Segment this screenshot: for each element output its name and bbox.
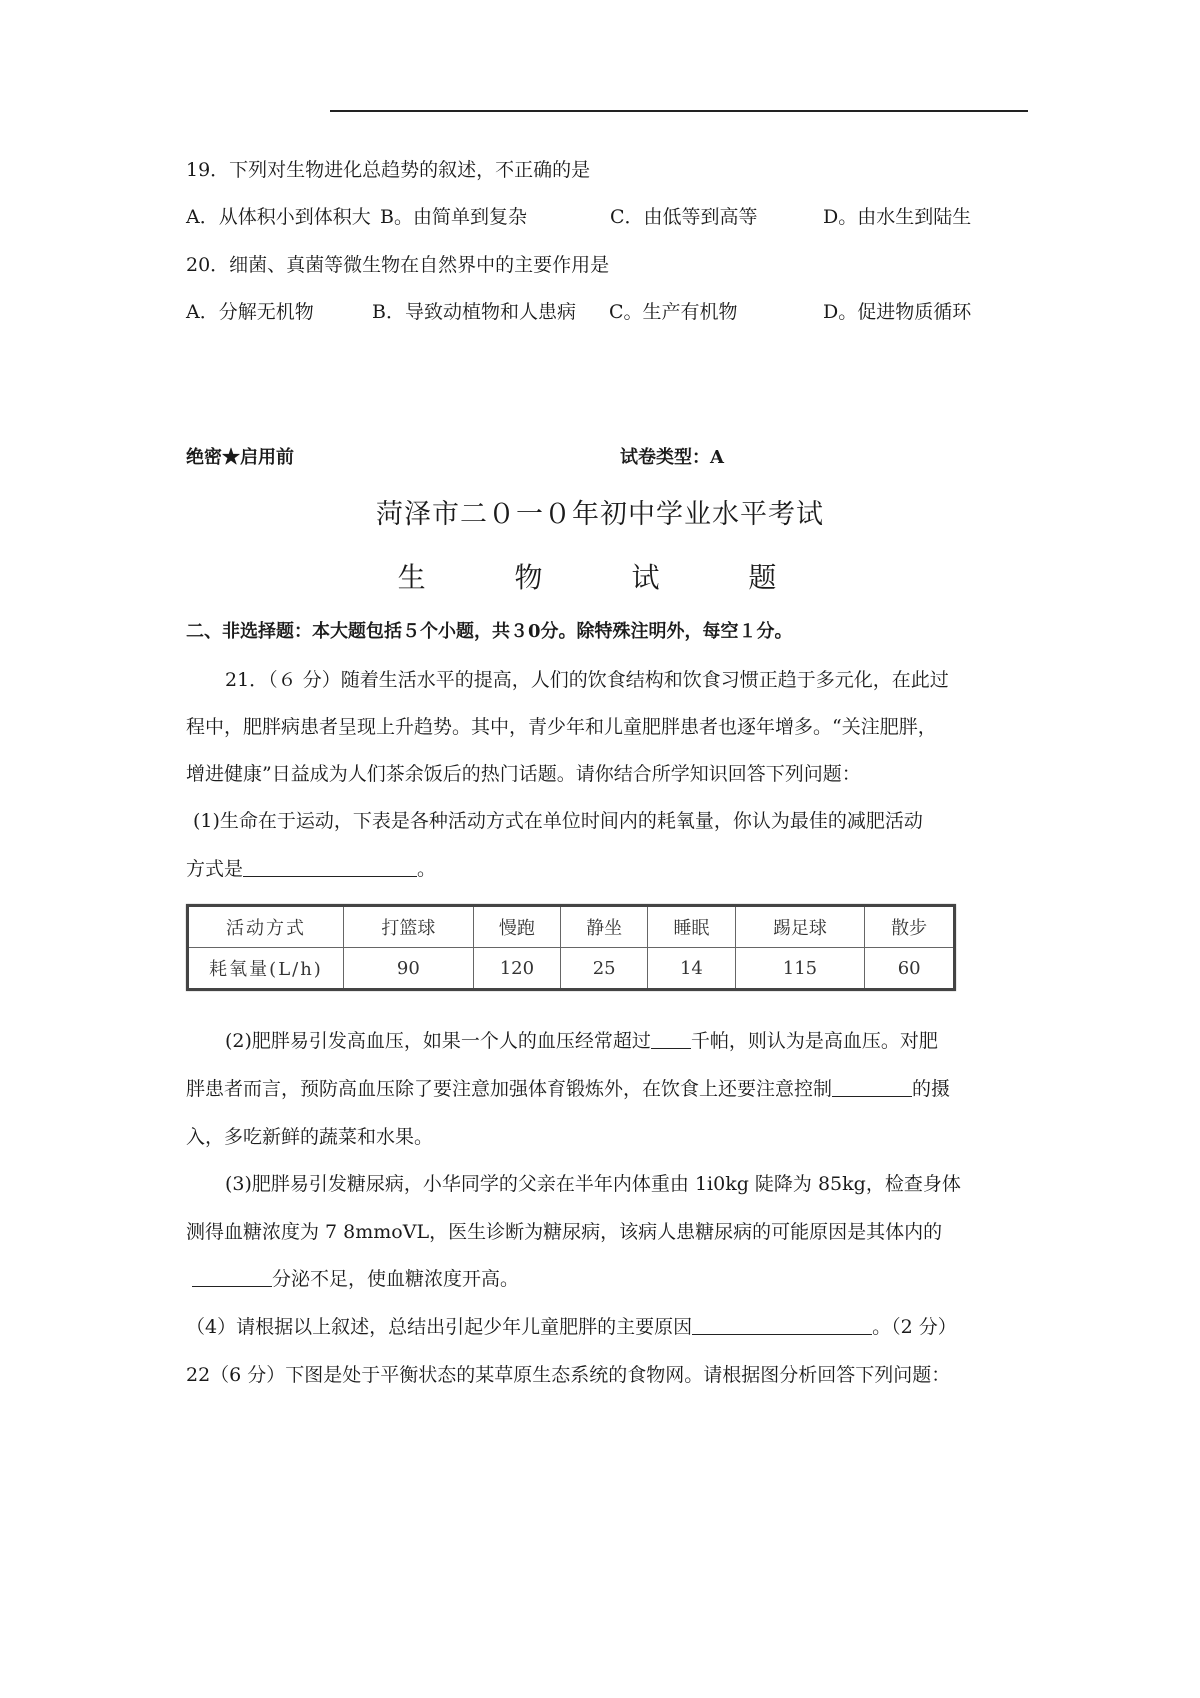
q20-option-c: C。生产有机物: [609, 301, 738, 323]
q21-part4-text-b: 。（2 分）: [872, 1316, 957, 1338]
q21-part2-line3: 入，多吃新鲜的蔬菜和水果。: [186, 1126, 434, 1148]
q20-stem: 20．细菌、真菌等微生物在自然界中的主要作用是: [186, 254, 610, 276]
q21-part3-line2: 测得血糖浓度为 7 8mmoVL，医生诊断为糖尿病，该病人患糖尿病的可能原因是其体内的: [186, 1221, 943, 1243]
top-rule: [330, 110, 1028, 112]
answer-blank-intake[interactable]: [832, 1076, 912, 1097]
table-cell-activity: 静坐: [561, 906, 648, 948]
q21-part3-line1: (3)肥胖易引发糖尿病，小华同学的父亲在半年内体重由 1i0kg 陡降为 85kg，检查身体: [225, 1173, 961, 1195]
answer-blank-hormone[interactable]: [192, 1266, 272, 1287]
q21-part1-line1: (1)生命在于运动，下表是各种活动方式在单位时间内的耗氧量，你认为最佳的减肥活动: [193, 810, 923, 832]
q21-intro-line3: 增进健康”日益成为人们茶余饭后的热门话题。请你结合所学知识回答下列问题：: [186, 763, 861, 785]
q21-part1-prefix: 方式是: [186, 858, 244, 880]
q21-part3-text: 分泌不足，使血糖浓度开高。: [272, 1268, 520, 1290]
answer-blank-cause[interactable]: [692, 1314, 872, 1335]
table-row: [188, 906, 955, 948]
oxygen-consumption-table: [186, 904, 956, 991]
table-cell-value: 120: [473, 948, 560, 990]
q20-option-a: A．分解无机物: [186, 301, 314, 323]
q21-part2-line2: [186, 1076, 950, 1102]
section-heading: 二、非选择题：本大题包括５个小题，共３0分。除特殊注明外，每空１分。: [186, 621, 793, 642]
q20-option-b: B．导致动植物和人患病: [372, 301, 576, 323]
q21-part1-line2: [186, 856, 436, 882]
q22-stem: 22（6 分）下图是处于平衡状态的某草原生态系统的食物网。请根据图分析回答下列问题：: [186, 1364, 951, 1386]
q21-part4-text-a: （4）请根据以上叙述，总结出引起少年儿童肥胖的主要原因: [186, 1316, 693, 1338]
q20-option-d: D。促进物质循环: [823, 301, 972, 323]
q21-part4: [186, 1314, 957, 1340]
q21-part2-line1: [225, 1028, 938, 1054]
answer-blank-activity[interactable]: [243, 856, 417, 877]
q19-stem: 19．下列对生物进化总趋势的叙述，不正确的是: [186, 159, 591, 181]
table-cell-activity: 散步: [865, 906, 955, 948]
table-cell-value: 14: [648, 948, 735, 990]
table-cell-activity: 睡眠: [648, 906, 735, 948]
q21-part2-text-c: 胖患者而言，预防高血压除了要注意加强体育锻炼外，在饮食上还要注意控制: [186, 1078, 833, 1100]
table-row: [188, 948, 955, 990]
table-cell-value: 60: [865, 948, 955, 990]
table-header-activity: 活动方式: [188, 906, 344, 948]
q19-option-c: C．由低等到高等: [610, 206, 758, 228]
q21-part3-line3: [192, 1266, 519, 1292]
answer-blank-pressure[interactable]: [651, 1028, 691, 1049]
q21-intro-line1: 21．（６ 分）随着生活水平的提高，人们的饮食结构和饮食习惯正趋于多元化，在此过: [225, 669, 949, 691]
q21-part2-text-a: (2)肥胖易引发高血压，如果一个人的血压经常超过: [225, 1030, 651, 1052]
q21-intro-line2: 程中，肥胖病患者呈现上升趋势。其中，青少年和儿童肥胖患者也逐年增多。“关注肥胖，: [186, 716, 937, 738]
exam-subtitle: 生 物 试 题: [397, 561, 803, 594]
paper-type-label: 试卷类型：A: [620, 447, 724, 468]
secret-label: 绝密★启用前: [186, 447, 294, 468]
table-cell-value: 25: [561, 948, 648, 990]
table-cell-activity: 慢跑: [473, 906, 560, 948]
q21-part2-text-b: 千帕，则认为是高血压。对肥: [690, 1030, 938, 1052]
q21-part2-text-d: 的摄: [912, 1078, 951, 1100]
q21-part1-suffix: 。: [417, 858, 437, 880]
q19-option-a: A．从体积小到体积大: [186, 206, 371, 228]
table-cell-value: 90: [344, 948, 474, 990]
table-cell-activity: 打篮球: [344, 906, 474, 948]
q19-option-b: B。由简单到复杂: [380, 206, 527, 228]
table-header-oxygen: 耗氧量(L/h): [188, 948, 344, 990]
table-cell-value: 115: [735, 948, 865, 990]
table-cell-activity: 踢足球: [735, 906, 865, 948]
exam-title: 菏泽市二０一０年初中学业水平考试: [376, 499, 824, 530]
q19-option-d: D。由水生到陆生: [823, 206, 972, 228]
